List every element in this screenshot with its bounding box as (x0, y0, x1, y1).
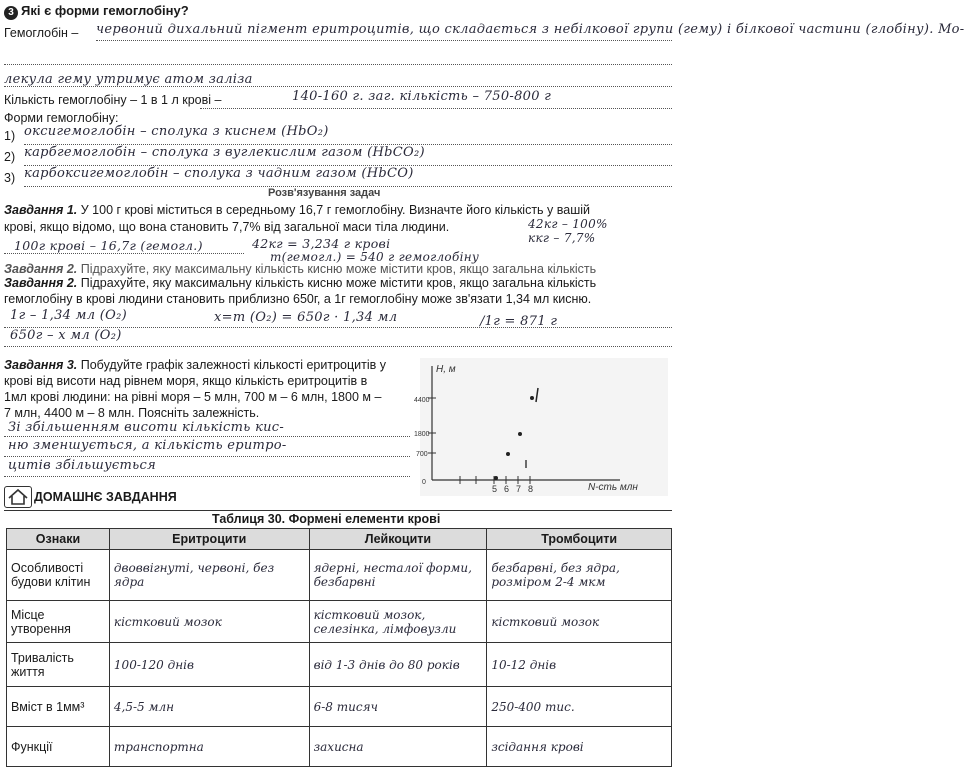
table-cell: кістковий мозок (487, 601, 672, 643)
q3-title: Які є форми гемоглобіну? (21, 3, 189, 18)
task2-label: Завдання 2. (4, 276, 78, 290)
task3-line-1 (4, 358, 386, 372)
answer-dotted-line (4, 476, 410, 477)
row-label: Вміст в 1мм³ (7, 687, 110, 727)
q3-heading (4, 3, 189, 20)
answer-dotted-line (4, 64, 672, 65)
table-header: Тромбоцити (487, 529, 672, 550)
answer-dotted-line (4, 86, 672, 87)
forms-label: Форми гемоглобіну: (4, 111, 119, 125)
table-cell: кістковий мозок (109, 601, 309, 643)
task1-label: Завдання 1. (4, 203, 78, 217)
answer-dotted-line (4, 327, 672, 328)
graph-point (506, 452, 510, 456)
table-cell: 4,5-5 млн (109, 687, 309, 727)
graph-xtick: 8 (528, 484, 534, 494)
form-1-number: 1) (4, 129, 16, 143)
answer-dotted-line (4, 346, 672, 347)
form-3-answer: карбоксигемоглобін – сполука з чадним газом (HbCO) (24, 166, 414, 181)
row-label: Тривалість життя (7, 643, 110, 687)
task1-hw-b: ккг – 7,7% (528, 231, 596, 245)
task3-text-3: 1мл крові людини: на рівні моря – 5 млн, 700 м – 6 млн, 1800 м – (4, 390, 382, 404)
task1-hw-c: 100г крові – 16,7г (гемогл.) (14, 238, 203, 253)
graph-ytick: 700 (416, 451, 428, 458)
table-cell: транспортна (109, 727, 309, 767)
table-cell: 100-120 днів (109, 643, 309, 687)
form-3-number: 3) (4, 171, 16, 185)
table-cell: від 1-3 днів до 80 років (309, 643, 487, 687)
table-row (7, 687, 672, 727)
question-number-badge: 3 (4, 6, 18, 20)
graph-x-label: N-сть млн (588, 482, 638, 493)
task2-overlap-line (4, 262, 596, 276)
task3-hw-3: цитів збільшується (8, 458, 156, 473)
task3-graph (414, 358, 668, 496)
answer-dotted-line (96, 40, 672, 41)
table-cell: 6-8 тисяч (309, 687, 487, 727)
task3-label: Завдання 3. (4, 358, 78, 372)
row-label: Місце утворення (7, 601, 110, 643)
graph-background (420, 358, 668, 496)
table-cell: 250-400 тис. (487, 687, 672, 727)
row-label: Особливості будови клітин (7, 550, 110, 601)
task1-hw-d: 42кг = 3,234 г крові (252, 236, 391, 251)
graph-point (518, 432, 522, 436)
row-label: Функції (7, 727, 110, 767)
answer-dotted-line (4, 436, 410, 437)
table-header: Еритроцити (109, 529, 309, 550)
table-cell: 10-12 днів (487, 643, 672, 687)
house-icon (4, 486, 32, 508)
graph-point (530, 396, 534, 400)
graph-ytick: 4400 (414, 397, 430, 404)
graph-ytick: 0 (422, 479, 426, 486)
amount-label: Кількість гемоглобіну – 1 в 1 л крові – (4, 93, 222, 107)
task2-hw-b: х=т (O₂) = 650г · 1,34 мл (214, 310, 398, 325)
section-title: Розв'язування задач (268, 187, 381, 199)
table-cell: захисна (309, 727, 487, 767)
amount-answer: 140-160 г. заг. кількість – 750-800 г (292, 89, 552, 104)
hemoglobin-answer-line-2: лекула гему утримує атом заліза (4, 72, 253, 87)
task3-hw-2: ню зменшується, а кількість еритро- (8, 438, 287, 453)
answer-dotted-line (4, 456, 410, 457)
answer-dotted-line (4, 253, 244, 254)
task2-overlap-label: Завдання 2. (4, 262, 78, 276)
table-row (7, 643, 672, 687)
table30 (6, 528, 672, 767)
task3-text-1: Побудуйте графік залежності кількості еритроцитів у (80, 358, 386, 372)
answer-dotted-line (200, 108, 672, 109)
table-cell: кістковий мозок, селезінка, лімфовузли (309, 601, 487, 643)
task1-line-1 (4, 203, 590, 217)
hemoglobin-answer-line-1: червоний дихальний пігмент еритроцитів, що складається з небілкової групи (гему) і білкової частини (глобіну). Мо- (96, 22, 965, 37)
task3-text-2: крові від висоти над рівнем моря, якщо кількість еритроцитів в (4, 374, 368, 388)
table-row (7, 550, 672, 601)
task1-hw-e: т(гемогл.) = 540 г гемоглобіну (270, 250, 480, 264)
table-row (7, 601, 672, 643)
task2-text-1: Підрахуйте, яку максимальну кількість кисню може містити кров, якщо загальна кількість (80, 276, 597, 290)
graph-svg (414, 358, 668, 496)
homework-title: ДОМАШНЄ ЗАВДАННЯ (34, 490, 177, 504)
hemoglobin-label: Гемоглобін – (4, 26, 79, 40)
form-2-answer: карбгемоглобін – сполука з вуглекислим газом (HbCO₂) (24, 145, 425, 160)
graph-xtick: 6 (504, 484, 510, 494)
task3-hw-1: Зі збільшенням висоти кількість кис- (8, 420, 285, 435)
table-row (7, 727, 672, 767)
table-cell: ядерні, несталої форми, безбарвні (309, 550, 487, 601)
table30-caption: Таблиця 30. Формені елементи крові (212, 512, 441, 526)
task1-text-2: крові, якщо відомо, що вона становить 7,7% від загальної маси тіла людини. (4, 220, 450, 234)
task3-text-4: 7 млн, 4400 м – 8 млн. Поясніть залежність. (4, 406, 260, 420)
graph-xtick: 5 (492, 484, 498, 494)
task2-line-1 (4, 276, 596, 290)
task2-hw-a: 1г – 1,34 мл (O₂) (10, 308, 127, 323)
table-cell: двоввігнуті, червоні, без ядра (109, 550, 309, 601)
graph-point (494, 476, 498, 480)
table-cell: безбарвні, без ядра, розміром 2-4 мкм (487, 550, 672, 601)
table-header: Лейкоцити (309, 529, 487, 550)
task1-hw-a: 42кг – 100% (528, 217, 608, 231)
table-cell: зсідання крові (487, 727, 672, 767)
task1-text-1: У 100 г крові міститься в середньому 16,7 г гемоглобіну. Визначте його кількість у вашій (80, 203, 590, 217)
homework-divider (4, 510, 672, 511)
graph-xtick: 7 (516, 484, 522, 494)
task2-text-2: гемоглобіну в крові людини становить приблизно 650г, а 1г гемоглобіну може зв'язати 1,34 мл кисню. (4, 292, 592, 306)
graph-y-label: H, м (436, 364, 456, 375)
task2-hw-c: /1г = 871 г (480, 314, 558, 329)
graph-ytick: 1800 (414, 431, 430, 438)
table-header: Ознаки (7, 529, 110, 550)
table-header-row (7, 529, 672, 550)
task2-overlap-text: Підрахуйте, яку максимальну кількість кисню може містити кров, якщо загальна кількість (80, 262, 597, 276)
task2-hw-d: 650г – х мл (O₂) (10, 328, 122, 343)
form-2-number: 2) (4, 150, 16, 164)
form-1-answer: оксигемоглобін – сполука з киснем (HbO₂) (24, 124, 329, 139)
